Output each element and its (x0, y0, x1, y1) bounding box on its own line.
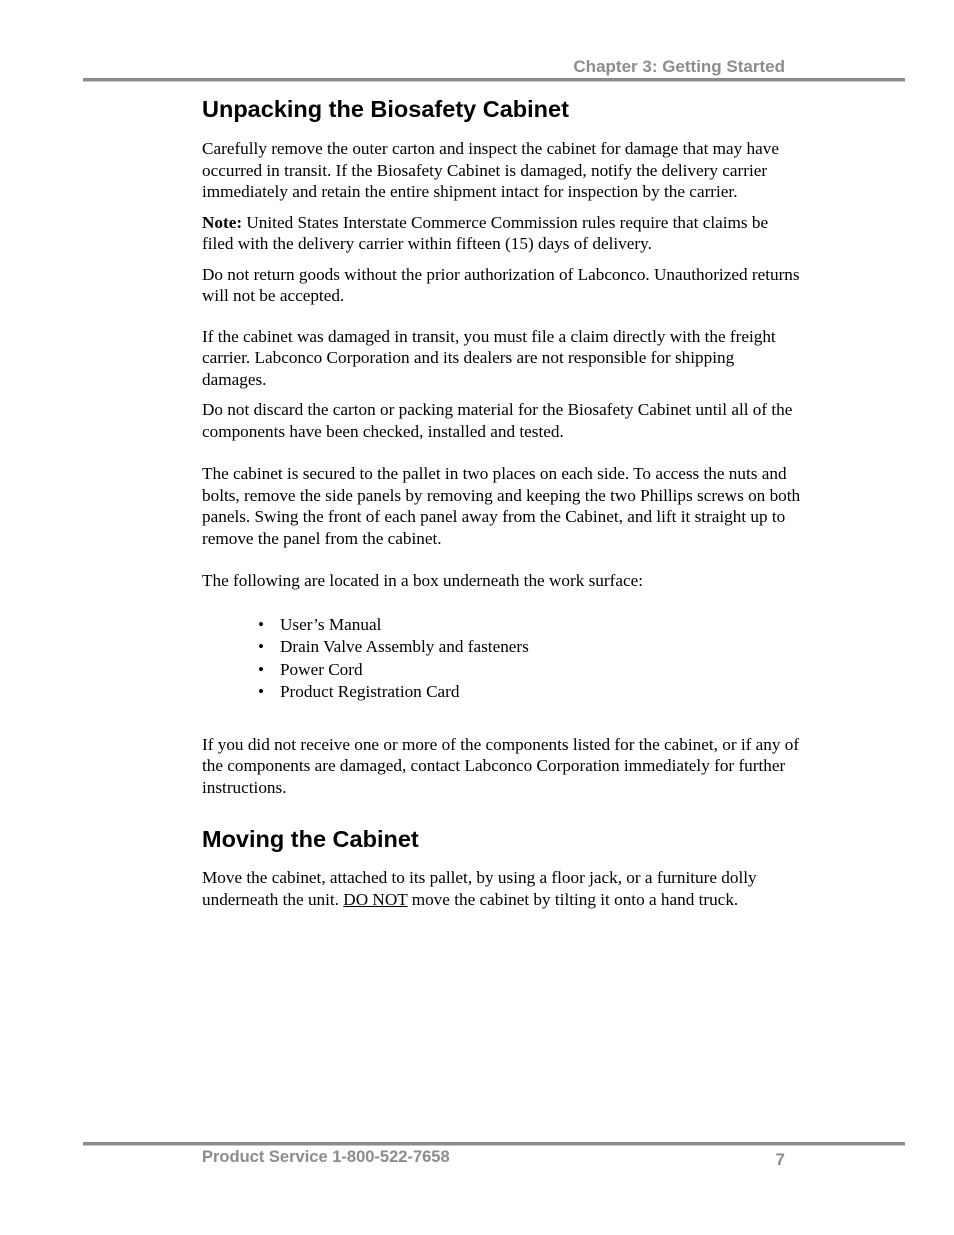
note-label: Note: (202, 212, 243, 232)
paragraph-pallet: The cabinet is secured to the pallet in two places on each side. To access the nuts and bolts, remove the side panels by removing and keeping the two Phillips screws on both panels. Swing the front of each panel away from the Cabinet, and lift it straight up to remove the panel from the cabinet. (202, 464, 801, 548)
bullet-icon: • (258, 637, 265, 657)
page-number: 7 (775, 1150, 785, 1169)
paragraph-returns: Do not return goods without the prior authorization of Labconco. Unauthorized returns will not be accepted. (202, 264, 800, 305)
list-item: • Product Registration Card (258, 681, 802, 704)
section-title-moving: Moving the Cabinet (202, 826, 419, 853)
bullet-icon: • (258, 659, 265, 679)
paragraph-missing-components: If you did not receive one or more of the components listed for the cabinet, or if any of the components are damaged, contact Labconco Corporation immediately for further instructions. (202, 734, 800, 797)
list-item: • User’s Manual (258, 614, 802, 637)
page-content (202, 94, 802, 910)
footer-rule (83, 1142, 905, 1146)
paragraph-note (202, 212, 802, 255)
bullet-icon: • (258, 614, 265, 634)
note-text: United States Interstate Commerce Commission rules require that claims be filed with the delivery carrier within fifteen (15) days of delivery. (202, 212, 769, 253)
chapter-header: Chapter 3: Getting Started (573, 57, 785, 76)
section-title-unpacking: Unpacking the Biosafety Cabinet (202, 96, 569, 122)
header-rule (83, 78, 905, 82)
list-item: • Drain Valve Assembly and fasteners (258, 636, 802, 659)
paragraph-claim: If the cabinet was damaged in transit, you must file a claim directly with the freight carrier. Labconco Corporation and its dealers are not responsible for shipping damages. (202, 326, 776, 389)
paragraph-box-contents: The following are located in a box underneath the work surface: (202, 571, 643, 590)
footer-service-phone: Product Service 1-800-522-7658 (202, 1148, 450, 1166)
list-item: • Power Cord (258, 659, 802, 682)
bullet-icon: • (258, 682, 265, 702)
do-not-emphasis: DO NOT (343, 889, 408, 909)
paragraph-moving: Move the cabinet, attached to its pallet, by using a floor jack, or a furniture dolly underneath the unit. DO NOT move the cabinet by tilting it onto a hand truck. (202, 868, 757, 909)
paragraph-inspect: Carefully remove the outer carton and inspect the cabinet for damage that may have occurred in transit. If the Biosafety Cabinet is damaged, notify the delivery carrier immediately and retain the entire shipment intact for inspection by the carrier. (202, 139, 779, 201)
paragraph-carton: Do not discard the carton or packing material for the Biosafety Cabinet until all of the components have been checked, installed and tested. (202, 400, 793, 441)
components-list (202, 614, 802, 704)
